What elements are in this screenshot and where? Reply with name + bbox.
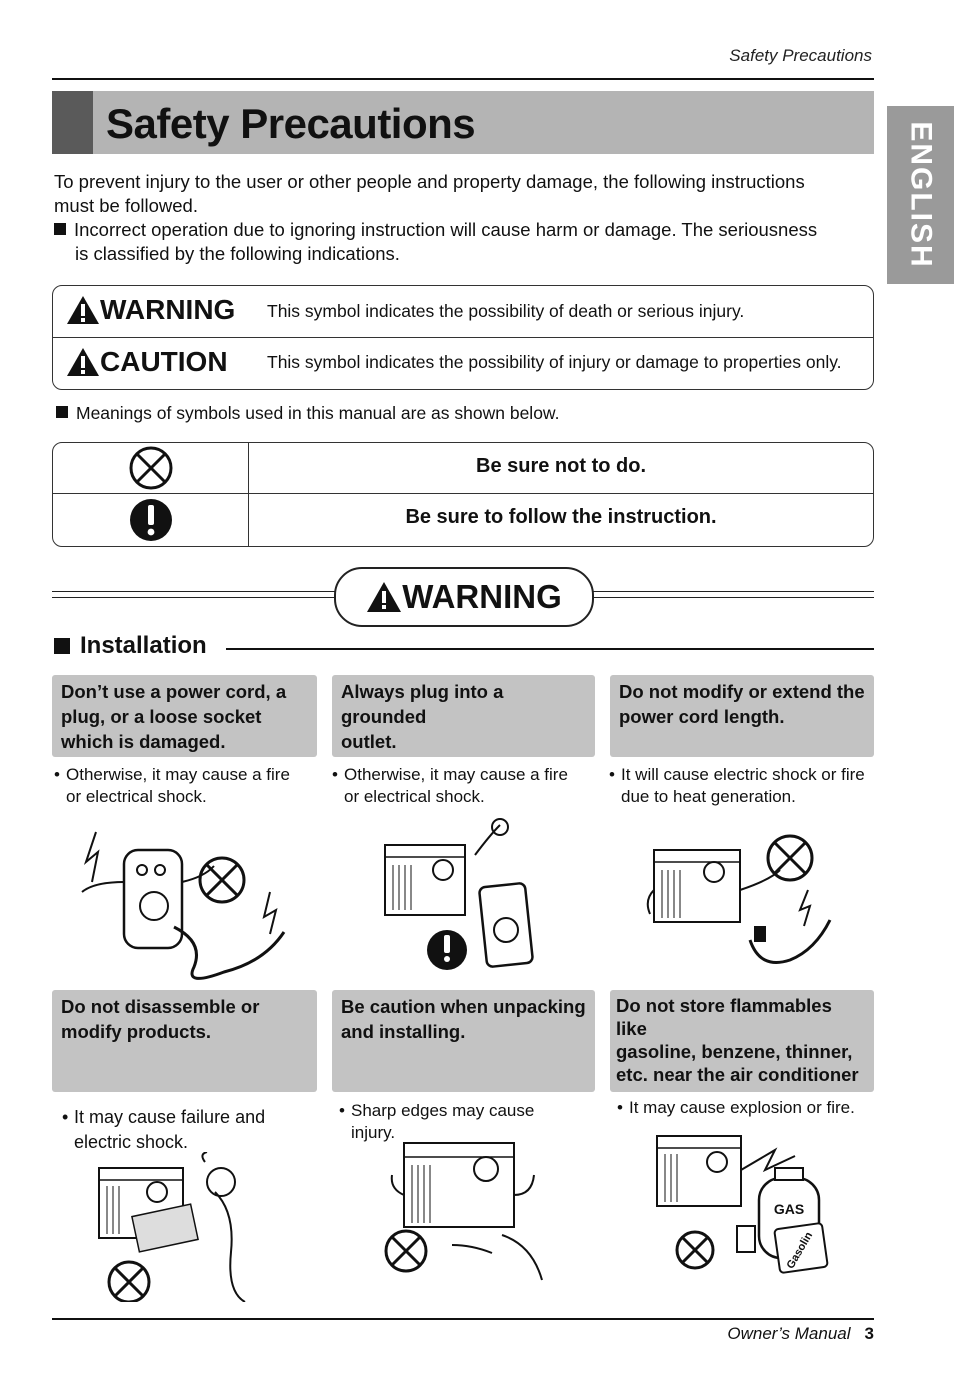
warning-banner-text: WARNING [402, 578, 562, 615]
item-5-note: • Sharp edges may cause injury. [339, 1101, 535, 1142]
section-heading [54, 632, 207, 660]
gas-label: GAS [773, 1201, 805, 1217]
intro-line-2: must be followed. [54, 195, 198, 216]
item-1-note: • Otherwise, it may cause a fire or electrical shock. [54, 765, 290, 806]
item-4-note: • It may cause failure and electric shock. [62, 1105, 265, 1155]
item-card-4 [52, 990, 317, 1092]
item-6-title-line: gasoline, benzene, thinner, [616, 1041, 853, 1062]
gasoline-label: Gasolin [784, 1230, 816, 1271]
square-bullet-icon [56, 406, 68, 418]
item-6-title-line: Do not store flammables like [616, 995, 832, 1039]
header-rule [52, 78, 874, 80]
symbol-table-divider-h [52, 493, 874, 494]
item-4-note-line: It may cause failure and [74, 1107, 266, 1127]
flammables-illustration [655, 1130, 835, 1280]
caution-triangle-icon [66, 347, 100, 377]
symbol-mandatory-text: Be sure to follow the instruction. [405, 506, 717, 528]
intro-text [54, 170, 874, 266]
item-6-title-line: etc. near the air conditioner [616, 1064, 859, 1085]
item-2-note-line: Otherwise, it may cause a fire [344, 765, 568, 784]
item-3-note-line: It will cause electric shock or fire [621, 765, 865, 784]
warning-triangle-icon [366, 581, 402, 613]
square-bullet-icon [54, 223, 66, 235]
footer [727, 1324, 874, 1344]
section-rule [226, 648, 874, 650]
item-6-note-line: It may cause explosion or fire. [629, 1098, 855, 1117]
item-1-note-line: or electrical shock. [66, 787, 207, 806]
item-card-5 [332, 990, 595, 1092]
caution-description: This symbol indicates the possibility of injury or damage to properties only. [267, 352, 842, 372]
item-card-6 [610, 990, 874, 1092]
item-4-title-line: modify products. [61, 1021, 212, 1042]
damaged-cord-illustration [74, 822, 304, 987]
item-1-title-line: which is damaged. [61, 731, 226, 752]
warning-label [66, 294, 235, 326]
extend-cord-illustration [640, 830, 840, 980]
item-3-title-line: power cord length. [619, 706, 785, 727]
square-bullet-icon [54, 638, 70, 654]
item-6-note: • It may cause explosion or fire. [617, 1098, 855, 1117]
caution-label-text: CAUTION [100, 346, 228, 377]
language-tab-label: ENGLISH [904, 121, 938, 269]
warning-banner [334, 567, 594, 627]
mandatory-icon [128, 497, 174, 543]
language-tab-label-wrap [887, 106, 954, 284]
prohibited-icon [128, 445, 174, 491]
item-1-title-line: Don’t use a power cord, a [61, 681, 287, 702]
item-5-note-line: Sharp edges may cause [351, 1101, 535, 1120]
item-2-title-line: outlet. [341, 731, 397, 752]
page-title: Safety Precautions [106, 100, 476, 147]
warning-description: This symbol indicates the possibility of death or serious injury. [267, 301, 745, 321]
item-1-title-line: plug, or a loose socket [61, 706, 262, 727]
footer-label: Owner’s Manual [727, 1324, 851, 1343]
meanings-note [56, 403, 559, 424]
intro-bullet [54, 218, 874, 242]
warning-label-text: WARNING [100, 294, 236, 325]
symbol-prohibited-text: Be sure not to do. [476, 455, 646, 477]
item-3-note: • It will cause electric shock or fire due to heat generation. [609, 765, 865, 806]
intro-bullet-line-1: Incorrect operation due to ignoring instruction will cause harm or damage. The seriousness [74, 219, 818, 240]
item-5-title-line: and installing. [341, 1021, 466, 1042]
caution-label [66, 346, 228, 378]
item-5-title-line: Be caution when unpacking [341, 996, 586, 1017]
item-3-note-line: due to heat generation. [621, 787, 796, 806]
item-card-2 [332, 675, 595, 757]
item-card-1 [52, 675, 317, 757]
item-1-note-line: Otherwise, it may cause a fire [66, 765, 290, 784]
item-card-3 [610, 675, 874, 757]
section-title: Installation [80, 632, 207, 659]
item-4-title-line: Do not disassemble or [61, 996, 260, 1017]
page-number: 3 [864, 1324, 874, 1343]
warning-triangle-icon [66, 295, 100, 325]
footer-rule [52, 1318, 874, 1320]
disassemble-illustration [95, 1152, 255, 1302]
unpacking-illustration [382, 1135, 552, 1285]
meanings-note-text: Meanings of symbols used in this manual are as shown below. [76, 403, 560, 423]
item-5-note-line: injury. [351, 1123, 396, 1142]
item-2-title-line: Always plug into a grounded [341, 681, 504, 727]
running-header: Safety Precautions [729, 46, 872, 65]
intro-line-1: To prevent injury to the user or other people and property damage, the following instructions [54, 171, 805, 192]
item-2-note-line: or electrical shock. [344, 787, 485, 806]
banner-rule-left [52, 591, 335, 598]
item-2-note: • Otherwise, it may cause a fire or electrical shock. [332, 765, 568, 806]
item-3-title-line: Do not modify or extend the [619, 681, 865, 702]
intro-bullet-line-2: is classified by the following indications. [75, 243, 400, 264]
item-4-note-line: electric shock. [74, 1132, 189, 1152]
banner-rule-right [590, 591, 874, 598]
signal-word-divider [52, 337, 874, 338]
grounded-outlet-illustration [375, 815, 535, 975]
title-accent [52, 91, 93, 154]
